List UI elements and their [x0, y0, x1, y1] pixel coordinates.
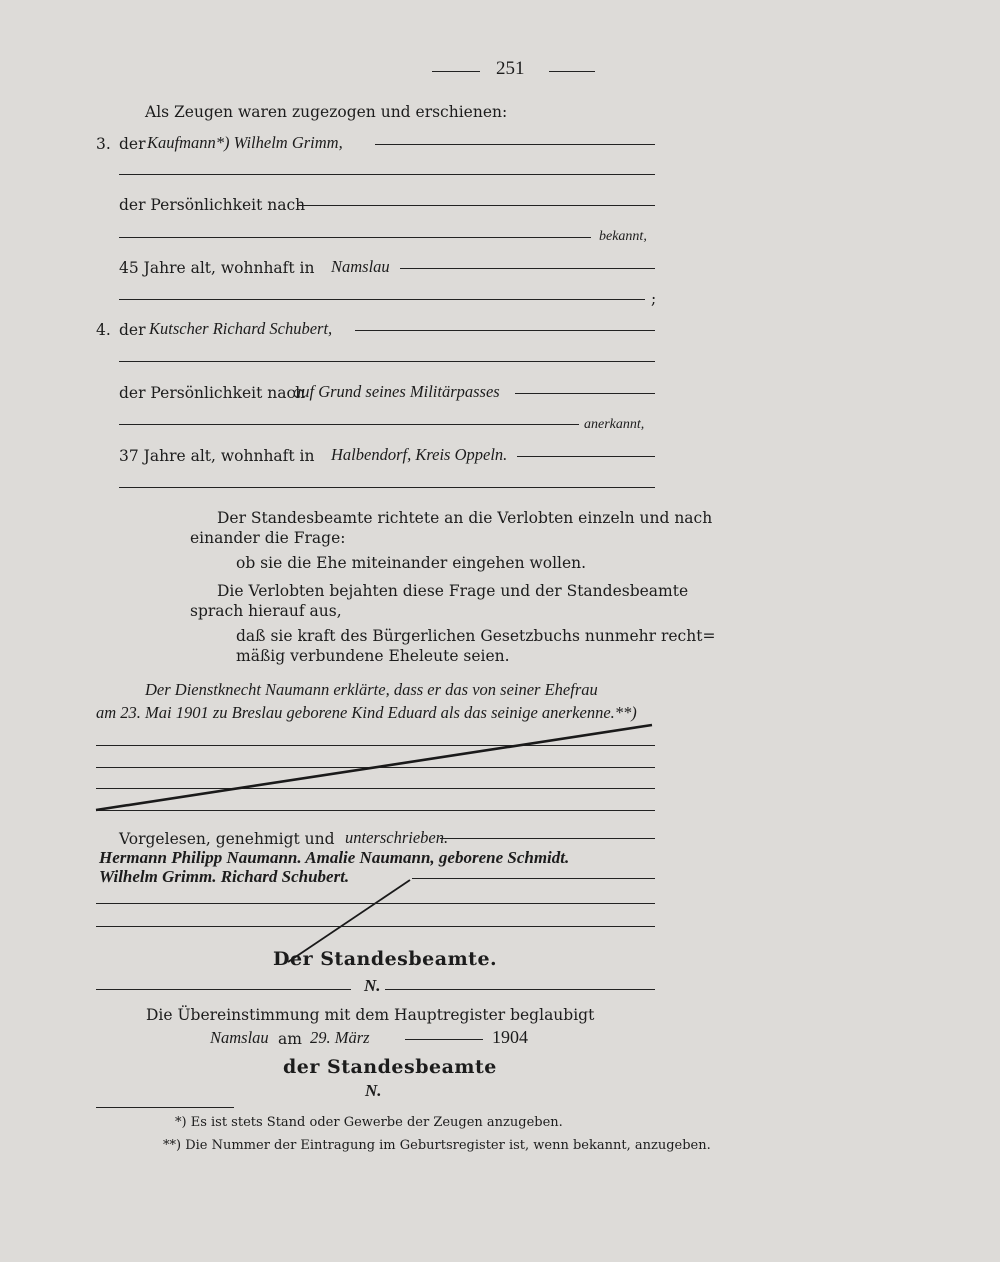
certification-date: 29. März — [310, 1028, 370, 1047]
footnote-2: **) Die Nummer der Eintragung im Geburtsregister ist, wenn bekannt, anzugeben. — [163, 1138, 711, 1153]
fill-rule — [96, 926, 655, 927]
witness-3-identity-suffix: bekannt, — [599, 229, 647, 244]
ceremony-p1-line1: Der Standesbeamte richtete an die Verlobten einzeln und nach — [217, 509, 713, 527]
ceremony-p2: ob sie die Ehe miteinander eingehen wollen. — [236, 554, 587, 572]
certification-year: 1904 — [492, 1027, 528, 1047]
witnesses-intro: Als Zeugen waren zugezogen und erschienen: — [145, 103, 508, 121]
page-number: 251 — [496, 58, 525, 79]
signatures-line2: Wilhelm Grimm. Richard Schubert. — [99, 867, 350, 886]
witness-4-name: Kutscher Richard Schubert, — [149, 319, 333, 338]
certification-official-title: der Standesbeamte — [283, 1056, 497, 1078]
fill-rule — [96, 989, 351, 990]
witness-4-age-label: 37 Jahre alt, wohnhaft in — [119, 447, 315, 465]
fill-rule — [405, 1039, 483, 1040]
witness-4-article: der — [119, 321, 146, 339]
official-name: N. — [364, 976, 381, 995]
declaration-line2: am 23. Mai 1901 zu Breslau geborene Kind Eduard als das seinige anerkenne.**) — [96, 703, 637, 722]
witness-3-place: Namslau — [331, 257, 390, 276]
ceremony-p4-line1: daß sie kraft des Bürgerlichen Gesetzbuchs nunmehr recht= — [236, 627, 716, 645]
footnote-1: *) Es ist stets Stand oder Gewerbe der Zeugen anzugeben. — [175, 1115, 563, 1130]
ceremony-p1-line2: einander die Frage: — [190, 529, 346, 547]
witness-3-identity-label: der Persönlichkeit nach — [119, 196, 306, 214]
witness-4-place: Halbendorf, Kreis Oppeln. — [331, 445, 508, 464]
witness-4-identity-suffix: anerkannt, — [584, 417, 645, 432]
certification-place: Namslau — [210, 1028, 269, 1047]
ceremony-p4-line2: mäßig verbundene Eheleute seien. — [236, 647, 510, 665]
witness-3-age-label: 45 Jahre alt, wohnhaft in — [119, 259, 315, 277]
fill-rule — [440, 838, 655, 839]
certification-at: am — [278, 1030, 302, 1048]
fill-rule — [96, 903, 655, 904]
strike-through-line — [96, 725, 652, 810]
ceremony-p3-line1: Die Verlobten bejahten diese Frage und der Standesbeamte — [217, 582, 689, 600]
fill-rule — [412, 878, 655, 879]
read-approved-value: unterschrieben. — [345, 828, 449, 847]
witness-4-identity-label: der Persönlichkeit nach — [119, 384, 306, 402]
ceremony-p3-line2: sprach hierauf aus, — [190, 602, 342, 620]
witness-3-article: der — [119, 135, 146, 153]
witness-3-number: 3. — [96, 135, 111, 153]
fill-rule — [385, 989, 655, 990]
official-title: Der Standesbeamte. — [273, 948, 498, 970]
certification-official-name: N. — [365, 1081, 382, 1100]
witness-3-name: Kaufmann*) Wilhelm Grimm, — [147, 133, 343, 152]
certification-text: Die Übereinstimmung mit dem Hauptregister beglaubigt — [146, 1006, 595, 1024]
read-approved-label: Vorgelesen, genehmigt und — [119, 830, 335, 848]
footnote-rule — [96, 1107, 234, 1108]
declaration-line1: Der Dienstknecht Naumann erklärte, dass er das von seiner Ehefrau — [145, 680, 598, 699]
witness-4-number: 4. — [96, 321, 111, 339]
witness-3-semicolon: ; — [651, 290, 657, 308]
witness-4-identity-value: auf Grund seines Militärpasses — [293, 382, 500, 401]
signatures-line1: Hermann Philipp Naumann. Amalie Naumann, geborene Schmidt. — [99, 848, 570, 867]
